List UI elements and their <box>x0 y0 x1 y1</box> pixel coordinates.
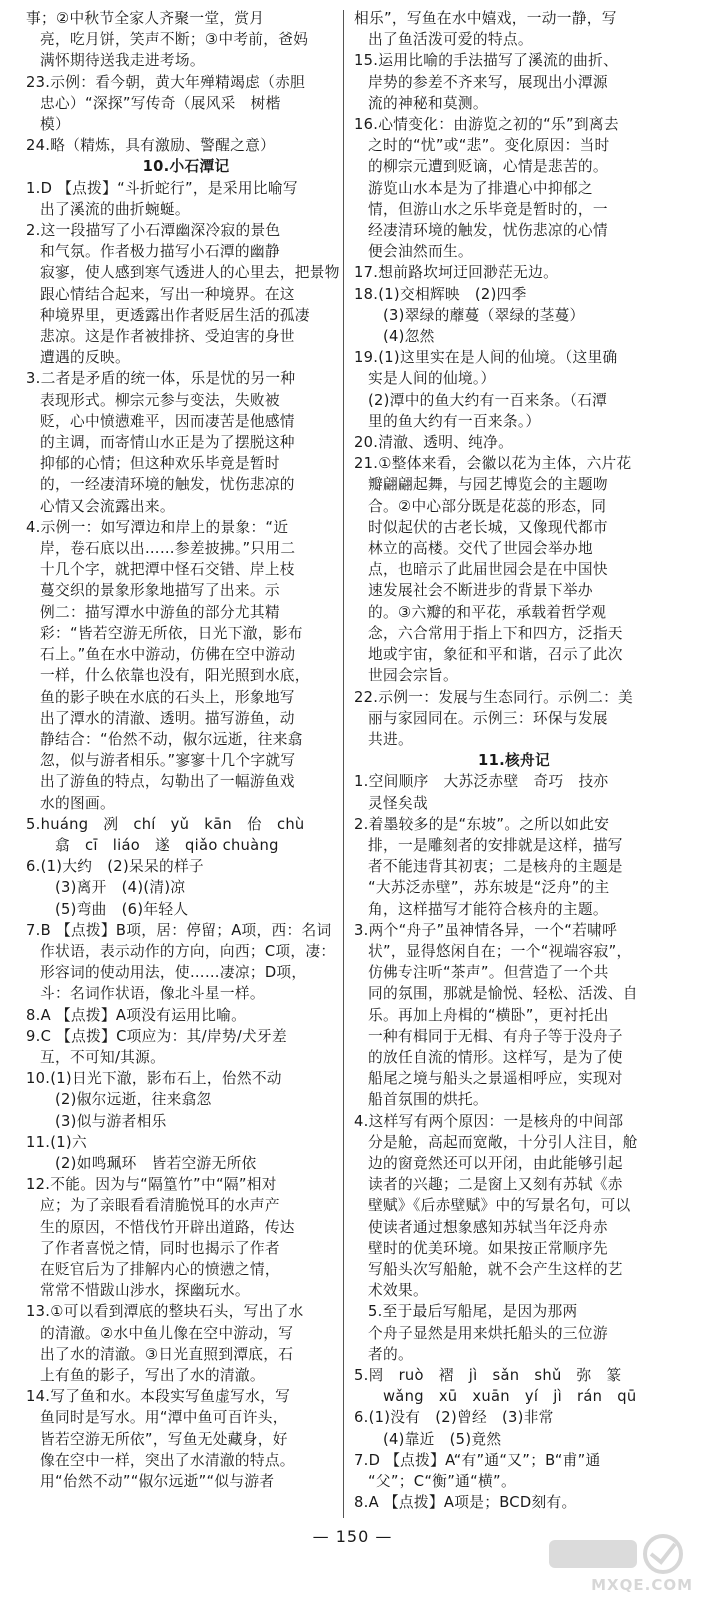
answer-entry <box>26 178 346 220</box>
answer-line: 彩：“皆若空游无所依，日光下澈，影布 <box>40 624 303 642</box>
answer-line: 术效果。 <box>368 1282 428 1300</box>
answer-line: 林立的高楼。交代了世园会举办地 <box>368 540 593 558</box>
answer-line: 模） <box>40 116 70 134</box>
answer-line: 鱼同时是写水。用“潭中鱼可百许头， <box>40 1409 288 1427</box>
answer-line: 18.(1)交相辉映 (2)四季 <box>354 285 527 303</box>
answer-line: 翕 cī liáo 遂 qiǎo chuàng <box>40 836 279 854</box>
section-title: 11.核舟记 <box>478 752 550 770</box>
answer-line: 遭遇的反映。 <box>40 349 130 367</box>
answer-line: 21.①整体来看，会徽以花为主体，六片花 <box>354 455 632 473</box>
answer-line: 常常不惜跋山涉水，探幽玩水。 <box>40 1282 250 1300</box>
answer-line: 17.想前路坎坷迂回渺茫无边。 <box>354 264 559 282</box>
answer-line: 贬，心中愤懑难平，因而凄苦是他感情 <box>40 412 295 430</box>
answer-entry <box>26 517 346 814</box>
answer-line: 8.A 【点拨】A项没有运用比喻。 <box>26 1006 247 1024</box>
answer-line: 的，一经凄清环境的触发，忧伤悲凉的 <box>40 476 295 494</box>
answer-line: (3)似与游者相乐 <box>40 1112 167 1130</box>
answer-line: 岸，卷石底以出……参差披拂。”只用二 <box>40 540 296 558</box>
answer-line: 生的原因，不惜伐竹开辟出道路，传达 <box>40 1218 295 1236</box>
answer-line: 种境界里，更透露出作者贬居生活的孤凄 <box>40 306 310 324</box>
answer-line: 抑郁的心情；但这种欢乐毕竟是暂时 <box>40 455 280 473</box>
answer-line: 1.空间顺序 大苏泛赤壁 奇巧 技亦 <box>354 773 609 791</box>
answer-line: 同的氛围，那就是愉悦、轻松、活泼、自 <box>368 985 638 1003</box>
answer-line: 地或宇宙，象征和平和谐，召示了此次 <box>368 646 623 664</box>
answer-line: 5.至于最后写船尾，是因为那两 <box>368 1303 578 1321</box>
answer-line: 蔓交织的景象形象地描写了出来。示 <box>40 582 280 600</box>
answer-line: 满怀期待送我走进考场。 <box>40 52 205 70</box>
answer-line: 上有鱼的影子，写出了水的清澈。 <box>40 1367 265 1384</box>
answer-line: 作状语，表示动作的方向，向西；C项，凄： <box>40 942 336 960</box>
answer-line: 水的图画。 <box>40 794 115 812</box>
answer-entry <box>354 114 674 262</box>
answer-line: 9.C 【点拨】C项应为：其/岸势/犬牙差 <box>26 1027 288 1045</box>
answer-entry <box>26 368 346 516</box>
answer-line: 亮，吃月饼，笑声不断；③中考前，爸妈 <box>40 31 309 49</box>
answer-line: 4.这样写有两个原因：一是核舟的中间部 <box>354 1112 624 1130</box>
answer-line: 流的神秘和莫测。 <box>368 94 488 112</box>
left-column <box>26 8 346 1492</box>
answer-line: 十几个字，就把潭中怪石交错、岸上枝 <box>40 561 295 579</box>
answer-line: 的清澈。②水中鱼儿像在空中游动，写 <box>40 1324 294 1342</box>
answer-line: 实是人间的仙境。） <box>368 370 496 388</box>
answer-line: 世园会宗旨。 <box>368 667 458 685</box>
answer-line: 22.示例一：发展与生态同行。示例二：美 <box>354 688 634 706</box>
answer-line: 在贬官后为了排解内心的愤懑之情， <box>40 1260 280 1278</box>
watermark-text: MXQE.COM <box>591 1576 693 1594</box>
answer-line: 心情又会流露出来。 <box>40 497 175 515</box>
answer-line: 游览山水本是为了排遣心中抑郁之 <box>368 179 593 197</box>
answer-line: 静结合：“佁然不动，俶尔远逝，往来翕 <box>40 730 303 748</box>
answer-entry <box>354 8 674 50</box>
answer-line: “父”；C“衡”通“横”。 <box>368 1473 516 1491</box>
answer-line: (4)忽然 <box>368 328 435 346</box>
answer-line: 5.罔 ruò 褶 jì sǎn shǔ 弥 篆 <box>354 1367 622 1384</box>
answer-entry <box>354 50 674 114</box>
answer-line: 乐。再加上舟楫的“横卧”，更衬托出 <box>368 1006 609 1024</box>
answer-line: 角，这样描写才能符合核舟的主题。 <box>368 900 608 918</box>
answer-entry <box>26 220 346 368</box>
answer-line: 23.示例：看今朝，黄大年殚精竭虑（赤胆 <box>26 73 306 91</box>
answer-line: 壁赋》《后赤壁赋》中的写景名句，可以 <box>368 1197 631 1215</box>
answer-line: 的放任自流的情形。这样写，是为了使 <box>368 1048 623 1066</box>
answer-line: “大苏泛赤壁”，苏东坡是“泛舟”的主 <box>368 879 610 897</box>
answer-entry <box>354 262 674 283</box>
answer-line: 忠心）“深探”写传奇（展风采 树楷 <box>40 94 281 112</box>
answer-line: 边的窗竟然还可以开闭，由此能够引起 <box>368 1154 623 1172</box>
answer-line: 跟心情结合起来，写出一种境界。在这 <box>40 285 295 303</box>
answer-line: 状”，显得悠闲自在；一个“视端容寂”， <box>368 942 632 960</box>
answer-line: 读者的兴趣；二是窗上又刻有苏轼《赤 <box>368 1176 623 1194</box>
right-column <box>354 8 674 1513</box>
answer-line: 瓣翩翩起舞，与园艺博览会的主题吻 <box>368 476 608 494</box>
answer-entry <box>26 1386 346 1492</box>
answer-entry <box>26 8 346 72</box>
answer-line: 一样，什么依靠也没有，阳光照到水底， <box>40 667 310 685</box>
answer-line: 16.心情变化：由游览之初的“乐”到离去 <box>354 116 619 134</box>
answer-line: 出了水的清澈。③日光直照到潭底，石 <box>40 1345 294 1363</box>
answer-line: 斗：名词作状语，像北斗星一样。 <box>40 985 265 1003</box>
answer-line: 11.(1)六 <box>26 1133 87 1151</box>
answer-entry <box>26 1026 346 1068</box>
answer-entry <box>354 453 674 686</box>
answer-line: 7.D 【点拨】A“有”通“又”；B“甫”通 <box>354 1451 601 1469</box>
answer-entry <box>354 814 674 920</box>
page-number: — 150 — <box>312 1527 393 1546</box>
answer-entry <box>26 1068 346 1132</box>
answer-line: 出了鱼活泼可爱的特点。 <box>368 31 533 49</box>
answer-entry <box>26 856 346 920</box>
answer-entry <box>354 771 674 813</box>
answer-entry <box>354 1111 674 1365</box>
answer-line: 写船头次写船舱，就不会产生这样的艺 <box>368 1260 623 1278</box>
answer-entry <box>26 920 346 1005</box>
answer-line: (5)弯曲 (6)年轻人 <box>40 900 189 918</box>
answer-line: 出了游鱼的特点，勾勒出了一幅游鱼戏 <box>40 773 295 791</box>
answer-line: (2)潭中的鱼大约有一百来条。（石潭 <box>368 391 608 409</box>
answer-line: 共进。 <box>368 730 413 748</box>
answer-entry <box>26 1301 346 1386</box>
answer-line: 6.(1)没有 (2)曾经 (3)非常 <box>354 1409 554 1427</box>
answer-line: 丽与家园同在。示例三：环保与发展 <box>368 709 608 727</box>
answer-line: 2.着墨较多的是“东坡”。之所以如此安 <box>354 815 610 833</box>
answer-line: (2)如鸣珮环 皆若空游无所依 <box>40 1154 257 1172</box>
answer-entry <box>26 814 346 856</box>
answer-line: 例二：描写潭水中游鱼的部分尤其精 <box>40 603 280 621</box>
answer-line: 事；②中秋节全家人齐聚一堂，赏月 <box>26 10 265 27</box>
answer-line: 了作者喜悦之情，同时也揭示了作者 <box>40 1239 280 1257</box>
answer-line: 2.这一段描写了小石潭幽深冷寂的景色 <box>26 222 281 240</box>
answer-line: 灵怪矣哉 <box>368 794 428 812</box>
answer-line: 一种有楫同于无楫、有舟子等于没舟子 <box>368 1027 623 1045</box>
answer-line: 像在空中一样，突出了水清澈的特点。 <box>40 1451 295 1469</box>
answer-entry <box>354 284 674 348</box>
answer-line: 合。②中心部分既是花蕊的形态，同 <box>368 497 607 515</box>
answer-line: 时似起伏的古老长城，又像现代都市 <box>368 518 608 536</box>
answer-line: 6.(1)大约 (2)呆呆的样子 <box>26 858 204 876</box>
answer-line: 经凄清环境的触发，忧伤悲凉的心情 <box>368 222 608 240</box>
answer-entry <box>354 1492 674 1513</box>
answer-entry <box>354 347 674 432</box>
answer-line: (3)翠绿的蘼蔓（翠绿的茎蔓） <box>368 306 585 324</box>
answer-line: 岸势的参差不齐来写，展现出小潭源 <box>368 73 608 91</box>
answer-line: 里的鱼大约有一百来条。） <box>368 412 541 430</box>
answer-line: 排，一是雕刻者的安排就是这样，描写 <box>368 836 623 854</box>
answer-line: 14.写了鱼和水。本段实写鱼虚写水，写 <box>26 1388 291 1406</box>
answer-line: 壁时的优美环境。如果按正常顺序先 <box>368 1239 608 1257</box>
answer-line: 3.二者是矛盾的统一体，乐是忧的另一种 <box>26 370 296 388</box>
answer-line: 分是舱，高起而宽敞，十分引人注目，舱 <box>368 1133 638 1151</box>
answer-line: 出了溪流的曲折蜿蜒。 <box>40 200 190 218</box>
answer-line: 和气氛。作者极力描写小石潭的幽静 <box>40 243 280 261</box>
answer-line: 20.清澈、透明、纯净。 <box>354 434 514 452</box>
answer-line: 情，但游山水之乐毕竟是暂时的，一 <box>368 200 608 218</box>
answer-line: 忽，似与游者相乐。”寥寥十几个字就写 <box>40 752 296 770</box>
answer-line: 1.D 【点拨】“斗折蛇行”，是采用比喻写 <box>26 179 298 197</box>
column-divider <box>343 10 344 1518</box>
answer-line: 互，不可知/其源。 <box>40 1048 166 1066</box>
answer-line: 点，也暗示了此届世园会是在中国快 <box>368 561 608 579</box>
answer-line: (4)靠近 (5)竟然 <box>368 1430 502 1448</box>
answer-line: 7.B 【点拨】B项，居：停留；A项，西：名词 <box>26 921 332 939</box>
answer-entry <box>354 1450 674 1492</box>
section-title: 10.小石潭记 <box>142 158 230 176</box>
answer-line: 速发展社会不断进步的背景下举办 <box>368 582 593 600</box>
answer-line: 5.huáng 冽 chí yǔ kān 佁 chù <box>26 815 305 833</box>
answer-line: 相乐”，写鱼在水中嬉戏，一动一静，写 <box>354 10 617 27</box>
answer-line: 出了潭水的清澈、透明。描写游鱼，动 <box>40 709 295 727</box>
answer-line: 的主调，而寄情山水正是为了摆脱这种 <box>40 434 295 452</box>
answer-line: 个舟子显然是用来烘托船头的三位游 <box>368 1324 608 1342</box>
answer-line: 4.示例一：如写潭边和岸上的景象：“近 <box>26 518 289 536</box>
answer-entry <box>354 1365 674 1407</box>
watermark <box>543 1532 693 1594</box>
answer-line: 船尾之境与船头之景遥相呼应，实现对 <box>368 1070 623 1088</box>
answer-entry <box>26 1132 346 1174</box>
answer-line: 表现形式。柳宗元参与变法，失败被 <box>40 391 280 409</box>
answer-line: 10.(1)日光下澈，影布石上，佁然不动 <box>26 1070 282 1088</box>
answer-line: 使读者通过想象感知苏轼当年泛舟赤 <box>368 1218 608 1236</box>
answer-line: (3)离开 (4)(清)凉 <box>40 879 186 897</box>
answer-line: 的。③六瓣的和平花，承载着哲学观 <box>368 603 607 621</box>
answer-line: 便会油然而生。 <box>368 243 473 261</box>
answer-line: 19.(1)这里实在是人间的仙境。（这里确 <box>354 349 618 367</box>
answer-line: 船首氛围的烘托。 <box>368 1091 488 1109</box>
answer-line: 悲凉。这是作者被排挤、受迫害的身世 <box>40 328 295 346</box>
answer-line: (2)俶尔远逝，往来翕忽 <box>40 1091 212 1109</box>
answer-line: 13.①可以看到潭底的整块石头，写出了水 <box>26 1303 304 1321</box>
answer-line: 15.运用比喻的手法描写了溪流的曲折、 <box>354 52 619 70</box>
answer-line: 者不能违背其初衷；二是核舟的主题是 <box>368 858 623 876</box>
answer-line: 形容词的使动用法，使……凄凉；D项， <box>40 964 307 982</box>
answer-line: 仿佛专注听“茶声”。但营造了一个共 <box>368 964 609 982</box>
answer-line: 8.A 【点拨】A项是；BCD刻有。 <box>354 1494 577 1512</box>
answer-line: 应；为了亲眼看看清脆悦耳的水声产 <box>40 1197 280 1215</box>
answer-line: 的柳宗元遭到贬谪，心情是悲苦的。 <box>368 158 608 176</box>
answer-entry <box>26 1005 346 1026</box>
answer-entry <box>26 72 346 136</box>
answer-line: 3.两个“舟子”虽神情各异，一个“若啸呼 <box>354 921 618 939</box>
answer-line: 念，六合常用于指上下和四方，泛指天 <box>368 624 623 642</box>
answer-line: 12.不能。因为与“隔篁竹”中“隔”相对 <box>26 1176 277 1194</box>
answer-line: wǎng xū xuān yí jì rán qū <box>368 1388 637 1406</box>
answer-line: 寂寥，使人感到寒气透进人的心里去，把景物 <box>40 264 340 282</box>
answer-entry <box>26 1174 346 1301</box>
answer-line: 之时的“忧”或“悲”。变化原因：当时 <box>368 137 610 155</box>
answer-entry <box>354 432 674 453</box>
answer-line: 者的。 <box>368 1345 413 1363</box>
answer-entry <box>354 687 674 751</box>
answer-line: 皆若空游无所依”，写鱼无处藏身，好 <box>40 1430 288 1448</box>
answer-entry <box>354 1407 674 1449</box>
answer-line: 24.略（精炼，具有激励、警醒之意） <box>26 137 276 155</box>
answer-line: 石上。”鱼在水中游动，仿佛在空中游动 <box>40 646 296 664</box>
answer-line: 鱼的影子映在水底的石头上，形象地写 <box>40 688 295 706</box>
answer-line: 用“佁然不动”“俶尔远逝”“似与游者 <box>40 1473 275 1491</box>
answer-entry <box>26 135 346 156</box>
answer-entry <box>354 920 674 1111</box>
